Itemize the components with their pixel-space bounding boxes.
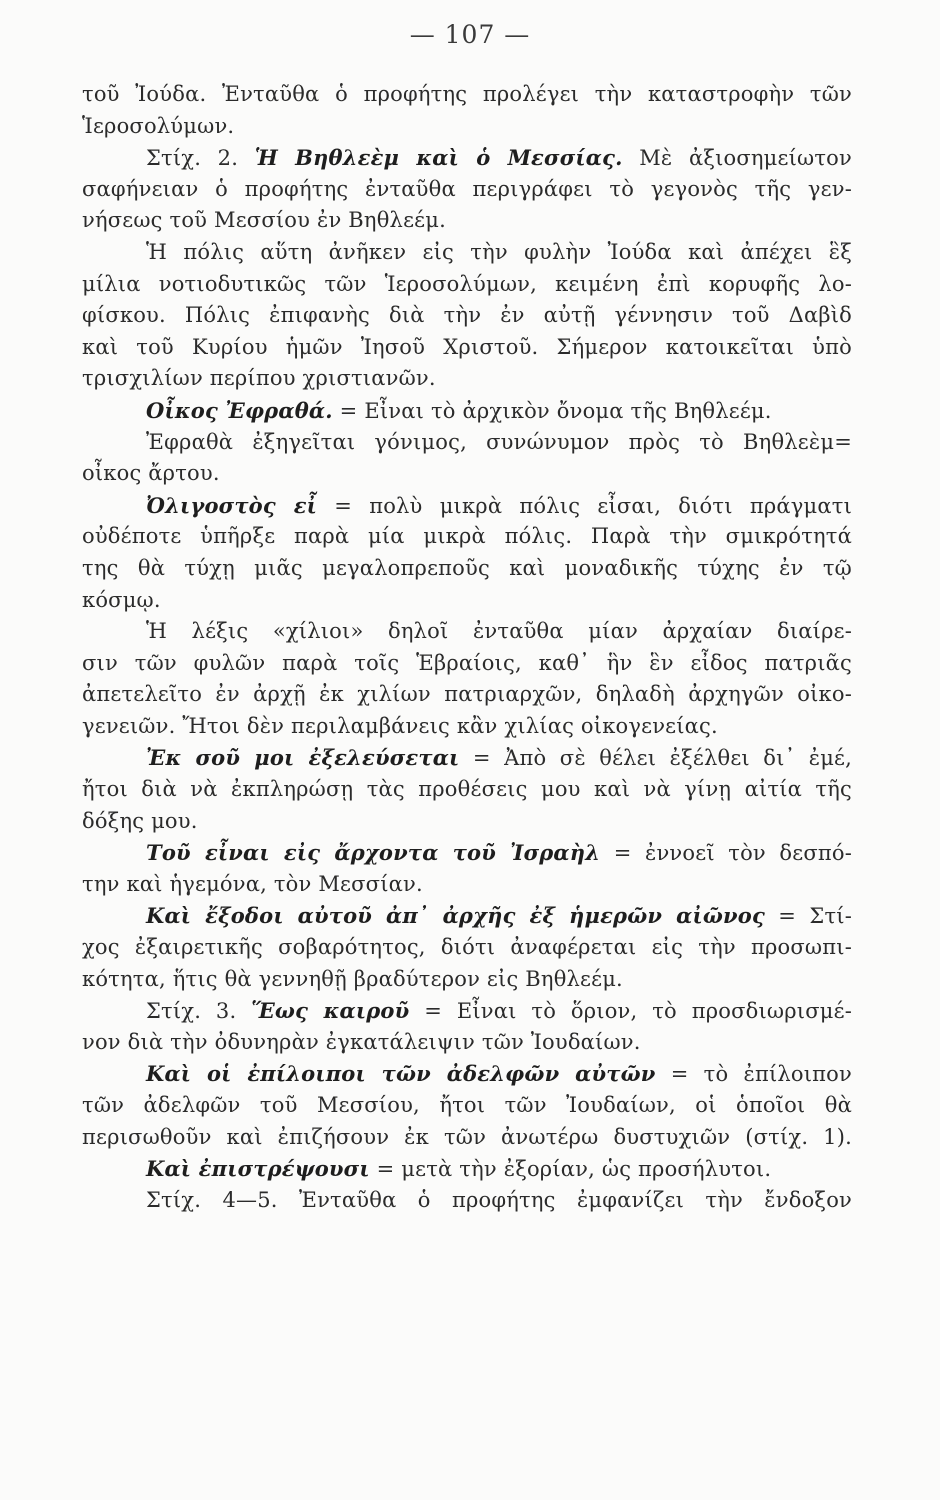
text-line [82,174,852,206]
line-text: ἤτοι διὰ νὰ ἐκπληρώσῃ τὰς προθέσεις μου καὶ νὰ γίνῃ αἰτία τῆς [82,777,852,802]
text-line [82,837,852,869]
emphasized-phrase: Καὶ ἐπιστρέψουσι [146,1156,370,1182]
line-text: σαφήνειαν ὁ προφήτης ἐνταῦθα περιγράφει τὸ γεγονὸς τῆς γεν- [82,176,852,201]
emphasized-phrase: Καὶ οἱ ἐπίλοιποι τῶν ἀδελφῶν αὐτῶν [146,1061,656,1087]
line-text: Ἱεροσολύμων. [82,113,235,138]
emphasized-phrase: Τοῦ εἶναι εἰς ἄρχοντα τοῦ Ἰσραὴλ [146,840,601,866]
emphasized-phrase: Καὶ ἔξοδοι αὐτοῦ ἀπ᾽ ἀρχῆς ἐξ ἡμερῶν αἰῶνος [146,903,765,929]
text-line [82,458,852,490]
line-text: τῶν ἀδελφῶν τοῦ Μεσσίου, ἤτοι τῶν Ἰουδαίων, οἱ ὁποῖοι θὰ [82,1093,852,1117]
line-text-continued: = Εἶναι τὸ ἀρχικὸν ὄνομα τῆς Βηθλεέμ. [332,398,772,423]
text-line [82,995,852,1027]
text-line [82,205,852,237]
line-text: νον διὰ τὴν ὀδυνηρὰν ἐγκατάλειψιν τῶν Ἰουδαίων. [82,1029,641,1054]
line-text-continued: Μὲ ἀξιοσημείωτον [622,146,852,171]
emphasized-phrase: Ὀλιγοστὸς εἶ [146,492,318,518]
text-line [82,237,852,269]
text-line [82,711,852,743]
page-body-text [82,79,852,1216]
text-line [82,1185,852,1217]
line-text-continued: = πολὺ μικρὰ πόλις εἶσαι, διότι πράγματι [317,493,853,518]
line-text: Ἡ λέξις «χίλιοι» δηλοῖ ἐνταῦθα μίαν ἀρχαίαν διαίρε- [146,619,852,644]
text-line [82,932,852,964]
line-text-continued: = Στί- [765,904,852,929]
text-line [82,553,852,585]
text-line [82,869,852,901]
line-text: Στίχ. 2. [146,146,255,171]
text-line [82,964,852,996]
line-text: γενειῶν. Ἤτοι δὲν περιλαμβάνεις κἂν χιλίας οἰκογενείας. [82,713,718,738]
line-text: χος ἐξαιρετικῆς σοβαρότητος, διότι ἀναφέρεται εἰς τὴν προσωπι- [82,935,852,960]
text-line [82,900,852,932]
text-line [82,490,852,522]
text-line [82,1058,852,1090]
line-text: ἀπετελεῖτο ἐν ἀρχῇ ἐκ χιλίων πατριαρχῶν, δηλαδὴ ἀρχηγῶν οἰκο- [82,682,852,707]
text-line [82,648,852,680]
line-text: της θὰ τύχῃ μιᾶς μεγαλοπρεποῦς καὶ μοναδικῆς τύχης ἐν τῷ [82,555,852,580]
line-text: μίλια νοτιοδυτικῶς τῶν Ἱεροσολύμων, κειμένη ἐπὶ κορυφῆς λο- [82,271,852,296]
text-line [82,521,852,553]
line-text: σιν τῶν φυλῶν παρὰ τοῖς Ἑβραίοις, καθ᾽ ἣν ἓν εἶδος πατριᾶς [82,650,852,675]
line-text: κότητα, ἥτις θὰ γεννηθῇ βραδύτερον εἰς Βηθλεέμ. [82,966,623,991]
line-text: τοῦ Ἰούδα. Ἐνταῦθα ὁ προφήτης προλέγει τὴν καταστροφὴν τῶν [82,82,852,106]
line-text: κόσμῳ. [82,587,161,612]
line-text: νήσεως τοῦ Μεσσίου ἐν Βηθλεέμ. [82,208,446,233]
text-line [82,679,852,711]
line-text-continued: = Ἀπὸ σὲ θέλει ἐξέλθει δι᾽ ἐμέ, [459,746,852,771]
emphasized-phrase: Οἶκος Ἐφραθά. [146,397,333,423]
text-line [82,395,852,427]
line-text-continued: = Εἶναι τὸ ὅριον, τὸ προσδιωρισμέ- [409,999,852,1024]
text-line [82,616,852,648]
text-line [82,742,852,774]
text-line [82,1153,852,1185]
line-text: δόξης μου. [82,808,198,833]
emphasized-phrase: Ἕως καιροῦ [251,998,410,1024]
text-line [82,1027,852,1059]
emphasized-phrase: Ἡ Βηθλεὲμ καὶ ὁ Μεσσίας. [254,145,623,171]
text-line [82,1090,852,1122]
text-line [82,585,852,617]
text-line [82,142,852,174]
line-text-continued: = ἐννοεῖ τὸν δεσπό- [600,841,852,866]
line-text: καὶ τοῦ Κυρίου ἡμῶν Ἰησοῦ Χριστοῦ. Σήμερον κατοικεῖται ὑπὸ [82,334,852,359]
line-text: οὐδέποτε ὑπῆρξε παρὰ μία μικρὰ πόλις. Παρὰ τὴν σμικρότητά [82,524,852,549]
text-line [82,1122,852,1154]
line-text-continued: = μετὰ τὴν ἐξορίαν, ὡς προσήλυτοι. [369,1157,772,1182]
line-text: Στίχ. 4—5. Ἐνταῦθα ὁ προφήτης ἐμφανίζει τὴν ἔνδοξον [146,1187,852,1212]
line-text: φίσκου. Πόλις ἐπιφανὴς διὰ τὴν ἐν αὐτῇ γέννησιν τοῦ Δαβὶδ [82,303,852,328]
line-text: Ἐφραθὰ ἐξηγεῖται γόνιμος, συνώνυμον πρὸς τὸ Βηθλεὲμ= [146,429,852,454]
text-line [82,427,852,459]
page-number: — 107 — [409,20,531,49]
text-line [82,79,852,111]
emphasized-phrase: Ἐκ σοῦ μοι ἐξελεύσεται [146,745,460,771]
line-text-continued: = τὸ ἐπίλοιπον [655,1062,852,1087]
text-line [82,269,852,301]
text-line [82,300,852,332]
line-text: οἶκος ἄρτου. [82,461,220,486]
line-text: τρισχιλίων περίπου χριστιανῶν. [82,366,436,391]
text-line [82,111,852,143]
line-text: περισωθοῦν καὶ ἐπιζήσουν ἐκ τῶν ἀνωτέρω δυστυχιῶν (στίχ. 1). [82,1124,852,1149]
line-text: Στίχ. 3. [146,999,252,1024]
text-line [82,774,852,806]
line-text: Ἡ πόλις αὕτη ἀνῆκεν εἰς τὴν φυλὴν Ἰούδα καὶ ἀπέχει ἓξ [146,239,852,264]
text-line [82,332,852,364]
line-text: την καὶ ἡγεμόνα, τὸν Μεσσίαν. [82,871,423,896]
text-line [82,363,852,395]
text-line [82,806,852,838]
